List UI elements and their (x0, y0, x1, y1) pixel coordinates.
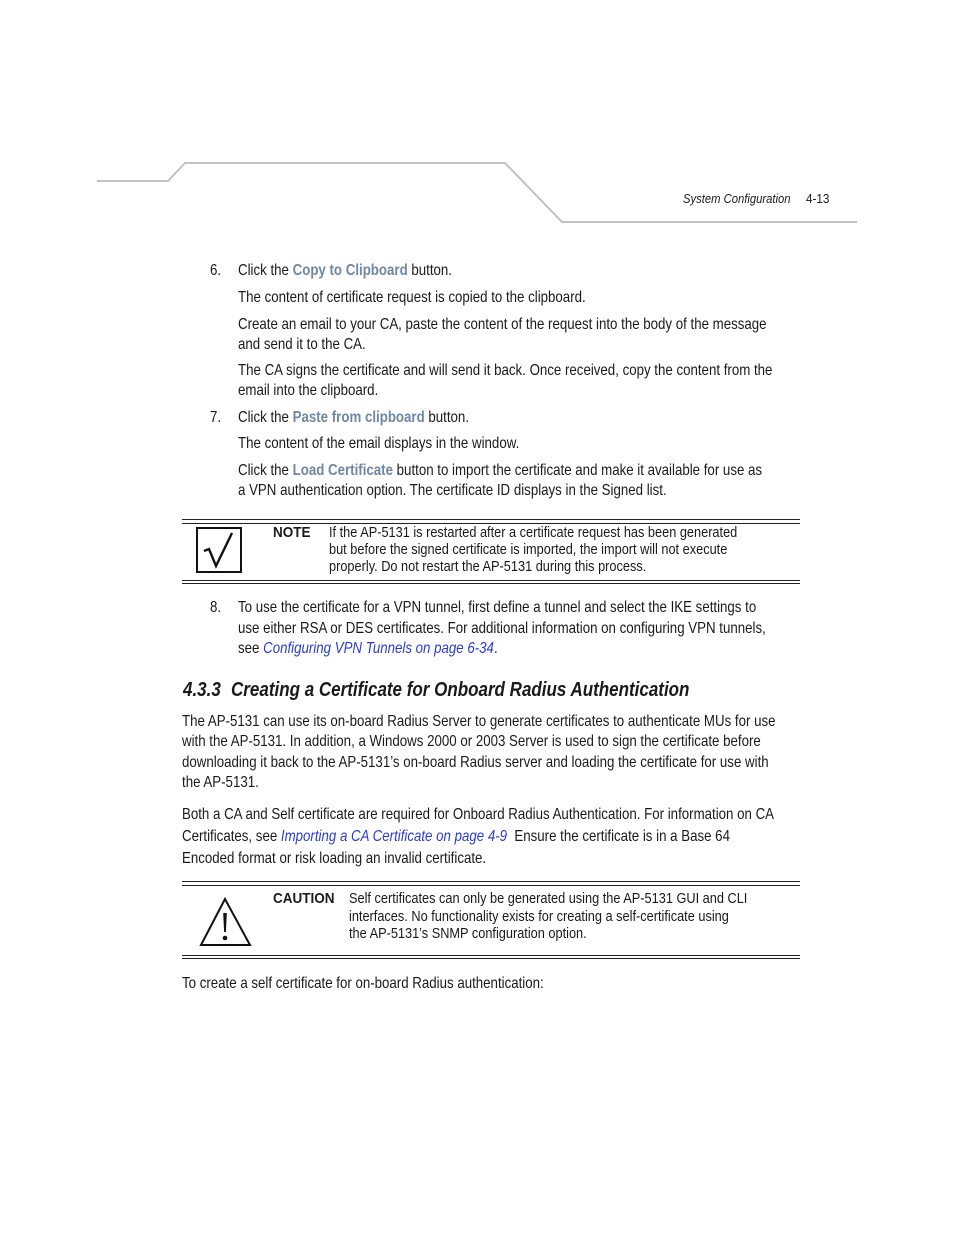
note-icon-box (196, 527, 242, 573)
caution-label: CAUTION (273, 890, 335, 907)
step-7-load-paragraph (238, 461, 838, 501)
text-segment: button. (424, 409, 470, 426)
paragraph-line: with the AP-5131. In addition, a Windows 2000 or 2003 Server is used to sign the certificate before (182, 733, 761, 751)
step-8-number: 8. (210, 599, 222, 616)
paragraph-line: The CA signs the certificate and will send it back. Once received, copy the content from the (238, 362, 773, 379)
paragraph-line: The content of certificate request is copied to the clipboard. (238, 289, 586, 306)
note-line: If the AP-5131 is restarted after a certificate request has been generated (329, 524, 738, 541)
section-number: 4.3.3 (183, 679, 221, 701)
caution-bottom-rule (182, 955, 800, 959)
paragraph-line: email into the clipboard. (238, 382, 379, 399)
step-6-email-paragraph (238, 315, 838, 355)
step-6-return-paragraph (238, 361, 838, 401)
paragraph-line: Encoded format or risk loading an invalid certificate. (182, 850, 487, 867)
paragraph-line: the AP-5131. (182, 773, 259, 791)
caution-text (349, 890, 809, 943)
step-7-result (238, 434, 838, 454)
text-segment: Click the (238, 262, 293, 279)
text-segment: Ensure the certificate is in a Base 64 (507, 828, 730, 845)
caution-line: the AP-5131’s SNMP configuration option. (349, 925, 587, 942)
text-segment: Click the (238, 409, 293, 426)
step-7-number: 7. (210, 409, 222, 426)
text-segment: see (238, 640, 264, 657)
paragraph-line: and send it to the CA. (238, 336, 366, 353)
copy-to-clipboard-label: Copy to Clipboard (292, 262, 408, 279)
closing-paragraph (182, 974, 822, 994)
note-line: properly. Do not restart the AP-5131 during this process. (329, 558, 647, 575)
note-text (329, 524, 789, 575)
caution-line: interfaces. No functionality exists for creating a self-certificate using (349, 907, 729, 925)
paragraph-line: a VPN authentication option. The certificate ID displays in the Signed list. (238, 482, 667, 499)
paragraph-line (182, 826, 730, 848)
note-label: NOTE (273, 524, 311, 541)
paragraph-line: downloading it back to the AP-5131’s on-board Radius server and loading the certificate for use with (182, 753, 769, 771)
step-7-instruction (238, 408, 838, 428)
configuring-vpn-tunnels-link[interactable]: Configuring VPN Tunnels on page 6-34 (263, 640, 494, 657)
paragraph-line: To use the certificate for a VPN tunnel, first define a tunnel and select the IKE settings to (238, 599, 757, 616)
page-number: 4-13 (806, 191, 830, 206)
intro-paragraph (182, 712, 822, 793)
text-segment: . (493, 640, 498, 657)
warning-triangle-icon (199, 896, 252, 948)
text-segment: button. (407, 262, 452, 279)
caution-top-rule (182, 881, 800, 886)
paragraph-line: The AP-5131 can use its on-board Radius Server to generate certificates to authenticate MUs for use (182, 713, 776, 730)
paragraph-line (238, 639, 736, 660)
step-6-result (238, 288, 838, 308)
running-header-title: System Configuration (683, 192, 791, 206)
section-title: Creating a Certificate for Onboard Radius Authentication (231, 679, 690, 701)
section-heading (183, 678, 689, 702)
paste-from-clipboard-label: Paste from clipboard (292, 409, 425, 426)
text-segment: Certificates, see (182, 828, 281, 845)
note-bottom-rule (182, 580, 800, 584)
step-6-line (238, 261, 736, 281)
load-certificate-label: Load Certificate (292, 462, 393, 479)
paragraph-line: use either RSA or DES certificates. For additional information on configuring VPN tunnels, (238, 619, 766, 637)
text-segment: button to import the certificate and make it available for use as (392, 462, 763, 479)
step-8-instruction (238, 598, 838, 660)
note-line: but before the signed certificate is imported, the import will not execute (329, 541, 728, 558)
caution-line: Self certificates can only be generated using the AP-5131 GUI and CLI (349, 890, 748, 907)
paragraph-line: To create a self certificate for on-board Radius authentication: (182, 975, 544, 992)
step-6-instruction (238, 261, 838, 281)
text-segment: Click the (238, 462, 293, 479)
paragraph-line: The content of the email displays in the window. (238, 435, 520, 452)
paragraph-line (238, 461, 763, 481)
checkmark-icon (198, 529, 240, 571)
paragraph-line: Both a CA and Self certificate are required for Onboard Radius Authentication. For information on CA (182, 806, 775, 823)
requirements-paragraph (182, 804, 822, 870)
step-6-number: 6. (210, 262, 222, 279)
paragraph-line: Create an email to your CA, paste the content of the request into the body of the message (238, 316, 767, 333)
importing-ca-certificate-link[interactable]: Importing a CA Certificate on page 4-9 (280, 828, 508, 845)
step-7-line (238, 408, 736, 428)
